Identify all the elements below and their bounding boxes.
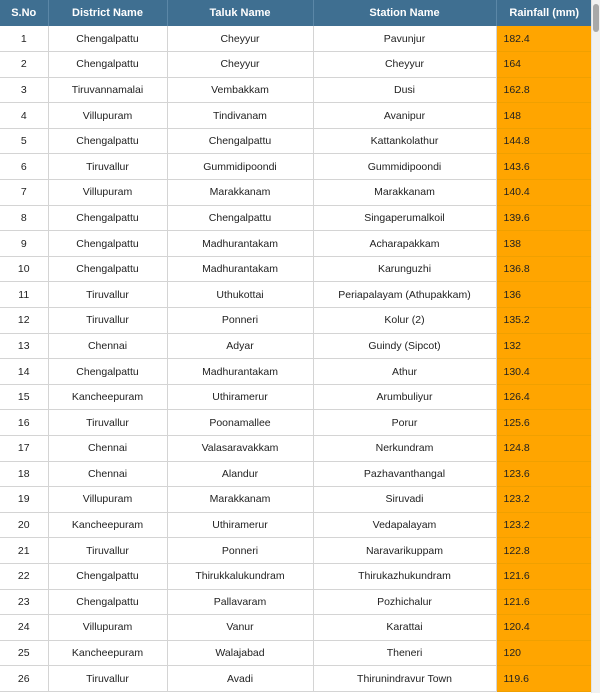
cell-taluk: Uthukottai bbox=[167, 282, 313, 308]
table-row bbox=[0, 436, 592, 462]
cell-taluk: Marakkanam bbox=[167, 487, 313, 513]
cell-taluk: Uthiramerur bbox=[167, 384, 313, 410]
cell-taluk: Madhurantakam bbox=[167, 256, 313, 282]
cell-district: Tiruvallur bbox=[48, 666, 167, 692]
cell-district: Tiruvallur bbox=[48, 538, 167, 564]
cell-rainfall: 162.8 bbox=[496, 77, 592, 103]
cell-district: Chengalpattu bbox=[48, 359, 167, 385]
cell-station: Karunguzhi bbox=[313, 256, 496, 282]
table-row bbox=[0, 359, 592, 385]
cell-station: Arumbuliyur bbox=[313, 384, 496, 410]
table-body bbox=[0, 26, 592, 691]
cell-sno: 14 bbox=[0, 359, 48, 385]
table-row bbox=[0, 538, 592, 564]
cell-sno: 23 bbox=[0, 589, 48, 615]
cell-district: Kancheepuram bbox=[48, 512, 167, 538]
cell-taluk: Pallavaram bbox=[167, 589, 313, 615]
header-sno[interactable]: S.No bbox=[0, 0, 48, 26]
cell-station: Kattankolathur bbox=[313, 128, 496, 154]
cell-sno: 24 bbox=[0, 615, 48, 641]
cell-station: Thirukazhukundram bbox=[313, 563, 496, 589]
cell-district: Tiruvallur bbox=[48, 154, 167, 180]
table-row bbox=[0, 563, 592, 589]
table-row bbox=[0, 615, 592, 641]
cell-taluk: Chengalpattu bbox=[167, 128, 313, 154]
cell-station: Guindy (Sipcot) bbox=[313, 333, 496, 359]
table-row bbox=[0, 333, 592, 359]
cell-sno: 19 bbox=[0, 487, 48, 513]
cell-station: Marakkanam bbox=[313, 180, 496, 206]
cell-station: Gummidipoondi bbox=[313, 154, 496, 180]
cell-sno: 15 bbox=[0, 384, 48, 410]
cell-district: Kancheepuram bbox=[48, 384, 167, 410]
cell-sno: 2 bbox=[0, 52, 48, 78]
cell-station: Singaperumalkoil bbox=[313, 205, 496, 231]
cell-rainfall: 122.8 bbox=[496, 538, 592, 564]
cell-sno: 26 bbox=[0, 666, 48, 692]
cell-station: Nerkundram bbox=[313, 436, 496, 462]
cell-sno: 21 bbox=[0, 538, 48, 564]
cell-rainfall: 148 bbox=[496, 103, 592, 129]
cell-taluk: Avadi bbox=[167, 666, 313, 692]
cell-station: Acharapakkam bbox=[313, 231, 496, 257]
cell-district: Chengalpattu bbox=[48, 26, 167, 52]
cell-station: Avanipur bbox=[313, 103, 496, 129]
cell-rainfall: 138 bbox=[496, 231, 592, 257]
cell-station: Thirunindravur Town bbox=[313, 666, 496, 692]
cell-sno: 6 bbox=[0, 154, 48, 180]
cell-taluk: Alandur bbox=[167, 461, 313, 487]
cell-district: Chengalpattu bbox=[48, 205, 167, 231]
cell-station: Theneri bbox=[313, 640, 496, 666]
cell-rainfall: 130.4 bbox=[496, 359, 592, 385]
cell-taluk: Ponneri bbox=[167, 308, 313, 334]
cell-rainfall: 123.2 bbox=[496, 487, 592, 513]
cell-sno: 4 bbox=[0, 103, 48, 129]
cell-district: Chengalpattu bbox=[48, 128, 167, 154]
cell-station: Naravarikuppam bbox=[313, 538, 496, 564]
header-rainfall[interactable]: Rainfall (mm) bbox=[496, 0, 592, 26]
table-row bbox=[0, 103, 592, 129]
cell-rainfall: 123.6 bbox=[496, 461, 592, 487]
cell-station: Kolur (2) bbox=[313, 308, 496, 334]
table-row bbox=[0, 410, 592, 436]
cell-sno: 13 bbox=[0, 333, 48, 359]
cell-sno: 3 bbox=[0, 77, 48, 103]
table-row bbox=[0, 666, 592, 692]
cell-rainfall: 120.4 bbox=[496, 615, 592, 641]
cell-district: Tiruvallur bbox=[48, 282, 167, 308]
cell-sno: 16 bbox=[0, 410, 48, 436]
cell-district: Chengalpattu bbox=[48, 231, 167, 257]
table-row bbox=[0, 154, 592, 180]
cell-taluk: Gummidipoondi bbox=[167, 154, 313, 180]
table-row bbox=[0, 77, 592, 103]
header-taluk-name[interactable]: Taluk Name bbox=[167, 0, 313, 26]
cell-taluk: Tindivanam bbox=[167, 103, 313, 129]
header-district-name[interactable]: District Name bbox=[48, 0, 167, 26]
cell-sno: 9 bbox=[0, 231, 48, 257]
cell-sno: 22 bbox=[0, 563, 48, 589]
table-row bbox=[0, 589, 592, 615]
cell-station: Pavunjur bbox=[313, 26, 496, 52]
cell-taluk: Madhurantakam bbox=[167, 359, 313, 385]
cell-district: Chennai bbox=[48, 461, 167, 487]
cell-sno: 18 bbox=[0, 461, 48, 487]
header-row bbox=[0, 0, 592, 26]
cell-station: Karattai bbox=[313, 615, 496, 641]
table-row bbox=[0, 52, 592, 78]
cell-taluk: Walajabad bbox=[167, 640, 313, 666]
cell-sno: 11 bbox=[0, 282, 48, 308]
cell-sno: 5 bbox=[0, 128, 48, 154]
cell-sno: 17 bbox=[0, 436, 48, 462]
cell-district: Chengalpattu bbox=[48, 589, 167, 615]
cell-rainfall: 123.2 bbox=[496, 512, 592, 538]
header-station-name[interactable]: Station Name bbox=[313, 0, 496, 26]
table-row bbox=[0, 128, 592, 154]
cell-rainfall: 136.8 bbox=[496, 256, 592, 282]
cell-taluk: Chengalpattu bbox=[167, 205, 313, 231]
cell-station: Dusi bbox=[313, 77, 496, 103]
cell-district: Chengalpattu bbox=[48, 256, 167, 282]
table-row bbox=[0, 180, 592, 206]
cell-station: Pozhichalur bbox=[313, 589, 496, 615]
cell-taluk: Thirukkalukundram bbox=[167, 563, 313, 589]
cell-district: Villupuram bbox=[48, 103, 167, 129]
cell-rainfall: 144.8 bbox=[496, 128, 592, 154]
cell-district: Tiruvannamalai bbox=[48, 77, 167, 103]
cell-rainfall: 121.6 bbox=[496, 589, 592, 615]
cell-district: Kancheepuram bbox=[48, 640, 167, 666]
cell-station: Pazhavanthangal bbox=[313, 461, 496, 487]
cell-sno: 1 bbox=[0, 26, 48, 52]
cell-taluk: Poonamallee bbox=[167, 410, 313, 436]
cell-sno: 20 bbox=[0, 512, 48, 538]
cell-sno: 8 bbox=[0, 205, 48, 231]
cell-rainfall: 119.6 bbox=[496, 666, 592, 692]
cell-rainfall: 182.4 bbox=[496, 26, 592, 52]
cell-rainfall: 136 bbox=[496, 282, 592, 308]
cell-taluk: Adyar bbox=[167, 333, 313, 359]
cell-rainfall: 164 bbox=[496, 52, 592, 78]
cell-taluk: Madhurantakam bbox=[167, 231, 313, 257]
cell-rainfall: 120 bbox=[496, 640, 592, 666]
cell-rainfall: 121.6 bbox=[496, 563, 592, 589]
cell-district: Villupuram bbox=[48, 487, 167, 513]
cell-rainfall: 124.8 bbox=[496, 436, 592, 462]
cell-station: Cheyyur bbox=[313, 52, 496, 78]
table-row bbox=[0, 384, 592, 410]
cell-taluk: Valasaravakkam bbox=[167, 436, 313, 462]
cell-district: Chengalpattu bbox=[48, 563, 167, 589]
table-row bbox=[0, 308, 592, 334]
cell-rainfall: 135.2 bbox=[496, 308, 592, 334]
cell-rainfall: 132 bbox=[496, 333, 592, 359]
cell-station: Porur bbox=[313, 410, 496, 436]
cell-sno: 7 bbox=[0, 180, 48, 206]
table-header bbox=[0, 0, 592, 26]
cell-sno: 12 bbox=[0, 308, 48, 334]
table-row bbox=[0, 640, 592, 666]
cell-taluk: Cheyyur bbox=[167, 52, 313, 78]
cell-station: Siruvadi bbox=[313, 487, 496, 513]
cell-taluk: Uthiramerur bbox=[167, 512, 313, 538]
cell-district: Tiruvallur bbox=[48, 308, 167, 334]
table-row bbox=[0, 256, 592, 282]
vertical-scrollbar[interactable] bbox=[591, 0, 600, 693]
table-row bbox=[0, 26, 592, 52]
cell-rainfall: 126.4 bbox=[496, 384, 592, 410]
cell-station: Vedapalayam bbox=[313, 512, 496, 538]
cell-district: Chengalpattu bbox=[48, 52, 167, 78]
table-row bbox=[0, 487, 592, 513]
cell-district: Villupuram bbox=[48, 615, 167, 641]
cell-taluk: Ponneri bbox=[167, 538, 313, 564]
table-row bbox=[0, 205, 592, 231]
cell-taluk: Cheyyur bbox=[167, 26, 313, 52]
cell-station: Periapalayam (Athupakkam) bbox=[313, 282, 496, 308]
cell-district: Tiruvallur bbox=[48, 410, 167, 436]
cell-taluk: Vembakkam bbox=[167, 77, 313, 103]
scrollbar-thumb[interactable] bbox=[593, 4, 599, 32]
table-row bbox=[0, 461, 592, 487]
cell-district: Chennai bbox=[48, 333, 167, 359]
cell-taluk: Marakkanam bbox=[167, 180, 313, 206]
cell-sno: 10 bbox=[0, 256, 48, 282]
cell-district: Chennai bbox=[48, 436, 167, 462]
cell-rainfall: 125.6 bbox=[496, 410, 592, 436]
cell-rainfall: 139.6 bbox=[496, 205, 592, 231]
table-row bbox=[0, 512, 592, 538]
cell-district: Villupuram bbox=[48, 180, 167, 206]
cell-taluk: Vanur bbox=[167, 615, 313, 641]
cell-station: Athur bbox=[313, 359, 496, 385]
cell-rainfall: 140.4 bbox=[496, 180, 592, 206]
table-row bbox=[0, 282, 592, 308]
table-row bbox=[0, 231, 592, 257]
cell-sno: 25 bbox=[0, 640, 48, 666]
cell-rainfall: 143.6 bbox=[496, 154, 592, 180]
